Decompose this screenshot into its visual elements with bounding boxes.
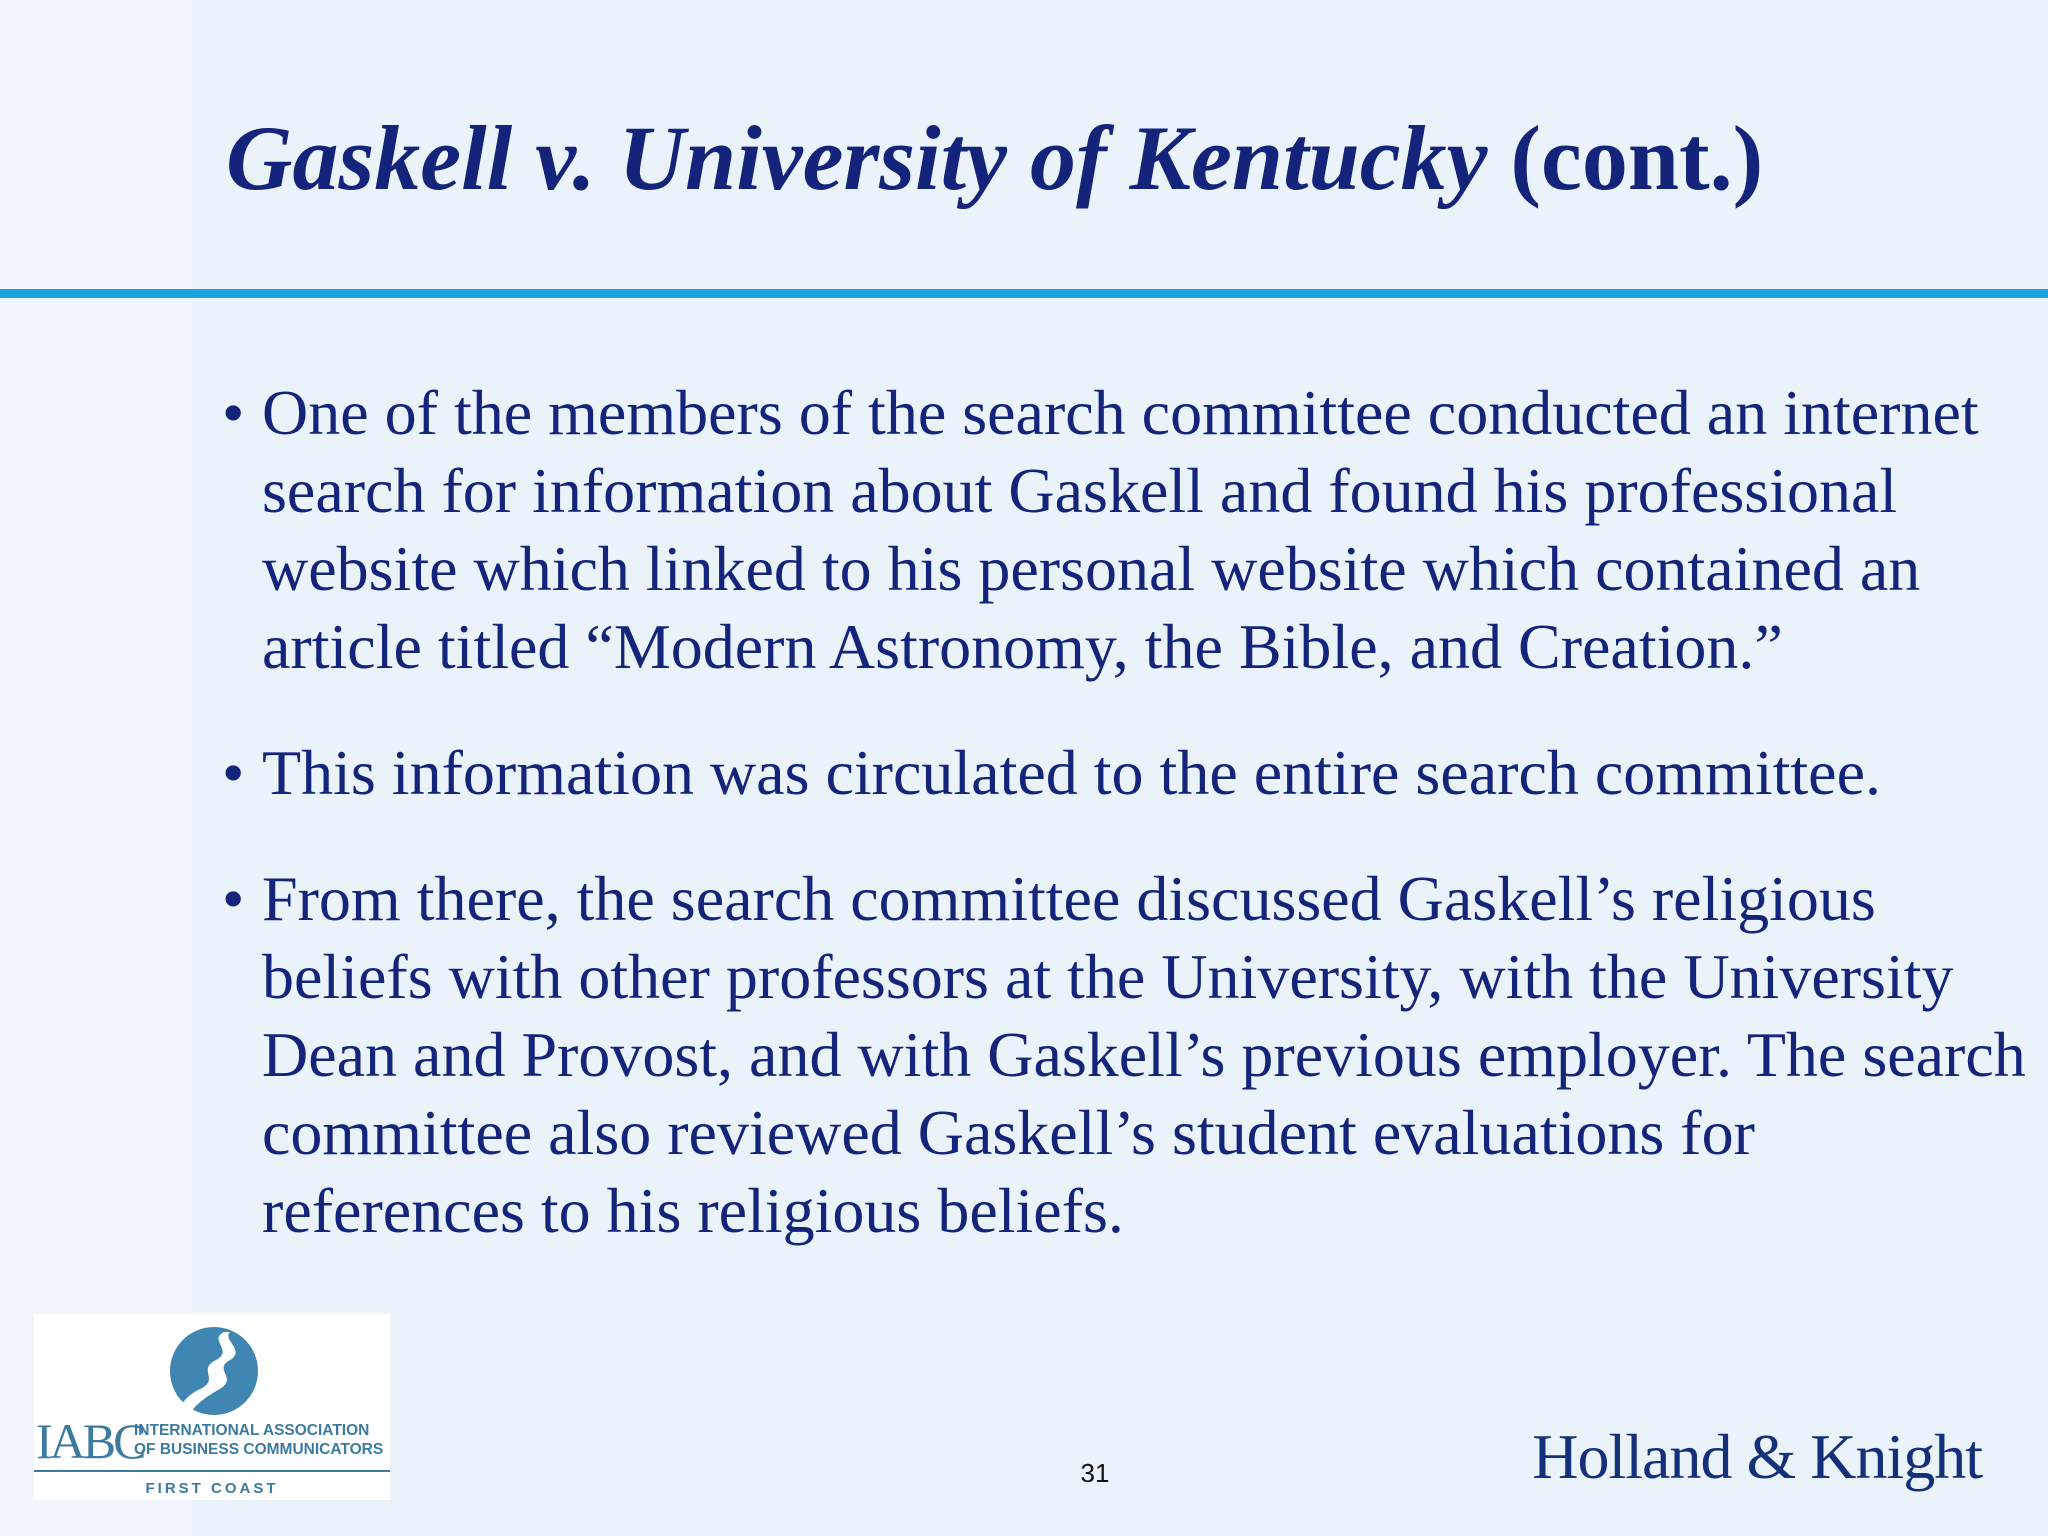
holland-knight-logo: Holland & Knight [1532, 1421, 1982, 1492]
iabc-chapter-name: FIRST COAST [145, 1480, 279, 1497]
bullet-text: This information was circulated to the entire search committee. [262, 737, 1881, 808]
slide-title-case-name: Gaskell v. University of Kentucky [226, 107, 1488, 209]
bullet-dot: • [222, 737, 245, 808]
bullet-list [222, 374, 2032, 1298]
iabc-org-line: OF BUSINESS COMMUNICATORS [134, 1441, 384, 1458]
bullet-dot: • [222, 863, 245, 934]
iabc-divider [34, 1470, 390, 1472]
page-number: 31 [1080, 1458, 1110, 1488]
title-divider [0, 289, 2048, 298]
river-emblem-icon [164, 1326, 264, 1416]
bullet-item [222, 734, 2032, 812]
iabc-logo [34, 1314, 390, 1500]
iabc-org-line: INTERNATIONAL ASSOCIATION [134, 1422, 370, 1439]
slide-left-band [0, 0, 192, 1536]
bullet-text: From there, the search committee discussed Gaskell’s religious beliefs with other professors at the University, with the University Dean and Provost, and with Gaskell’s previous employer. The search committee also reviewed Gaskell’s student evaluations for references to his religious beliefs. [262, 863, 2026, 1246]
bullet-item [222, 860, 2032, 1250]
bullet-text: One of the members of the search committee conducted an internet search for information about Gaskell and found his professional website which linked to his personal website which contained an article titled “Modern Astronomy, the Bible, and Creation.” [262, 377, 1979, 682]
bullet-dot: • [222, 377, 245, 448]
iabc-wordmark: IABC [36, 1413, 144, 1469]
iabc-org-name [134, 1421, 383, 1459]
slide-title-suffix: (cont.) [1510, 107, 1764, 209]
bullet-item [222, 374, 2032, 686]
slide-title [226, 108, 1763, 209]
